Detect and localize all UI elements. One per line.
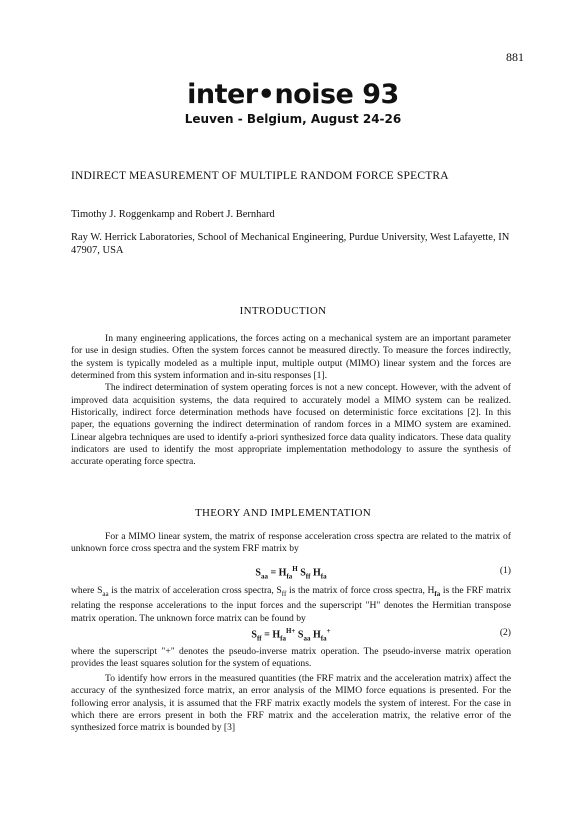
equation-1-explanation: where $S_{aa}$ is the matrix of acceleration cross spectra, $S_{ff}$ is the matrix of force cross spectra, $H_{fa}$ is the FRF matrix relating the response accelerations to the input forces and the superscript "H" denotes the Hermitian transpose matrix operation. The unknown force matrix can be found by [71, 585, 511, 624]
equation-1-number: (1) [499, 565, 511, 576]
equation-2 [71, 627, 511, 641]
eq1-text-d: is the FRF matrix relating the response accelerations to the input forces and the superscript "H" denotes the Hermitian transpose matrix operation. The unknown force matrix can be found by [71, 585, 511, 624]
equation-1 [71, 565, 511, 579]
equation-2-number: (2) [499, 627, 511, 638]
theory-heading: THEORY AND IMPLEMENTATION [194, 507, 372, 519]
error-analysis-text: To identify how errors in the measured quantities (the FRF matrix and the acceleration matrix) affect the accuracy of the synthesized force matrix, an error analysis of the MIMO force equations is presented. For the following error analysis, it is assumed that the FRF matrix exactly models the system of interest. For the case in which there are errors present in both the FRF matrix and the acceleration matrix, the relative error of the synthesized force matrix is bounded by [3] [71, 673, 511, 734]
conference-location: Leuven - Belgium, August 24-26 [184, 112, 402, 126]
eq1-text-c: is the matrix of force cross spectra, H [286, 585, 435, 596]
theory-paragraph-1 [71, 531, 511, 556]
error-analysis-paragraph [71, 673, 511, 735]
page-number: 881 [506, 50, 524, 64]
eq2-text: where the superscript "+" denotes the pseudo-inverse matrix operation. The pseudo-inverse matrix operation provides the least squares solution for the system of equations. [71, 646, 511, 670]
introduction-body [71, 333, 511, 469]
equation-1-formula: $S_{aa} = H_{fa}^H$ $S_{ff}$ $H_{fa}$ [255, 565, 327, 581]
intro-paragraph-1: In many engineering applications, the forces acting on a mechanical system are an important parameter for use in design studies. Often the system forces cannot be measured directly. To measure the forces indirectly, the system is typically modeled as a multiple input, multiple output (MIMO) linear system and the forces are determined from this system information and in-situ responses [1]. [71, 333, 511, 382]
eq1-text-a: where S [71, 585, 103, 596]
equation-2-explanation [71, 646, 511, 671]
introduction-heading: INTRODUCTION [239, 305, 327, 317]
theory-text: For a MIMO linear system, the matrix of response acceleration cross spectra are related to the matrix of unknown force cross spectra and the system FRF matrix by [71, 531, 511, 555]
paper-title: INDIRECT MEASUREMENT OF MULTIPLE RANDOM FORCE SPECTRA [71, 170, 449, 182]
equation-2-formula: $S_{ff} = H_{fa}^{H+}$ $S_{aa}$ $H_{fa}^+$ [251, 627, 331, 643]
eq1-text-b: is the matrix of acceleration cross spectra, S [108, 585, 282, 596]
intro-paragraph-2: The indirect determination of system operating forces is not a new concept. However, with the advent of improved data acquisition systems, the data required to accurately model a MIMO system can be realized. Historically, indirect force determination methods have focused on deterministic force excitations [2]. In this paper, the equations governing the indirect determination of random forces in a MIMO system are examined. Linear algebra techniques are used to identify a-priori synthesized force data quality indicators. These data quality indicators are used to identify the most appropriate implementation methodology to assure the synthesis of accurate operating force spectra. [71, 382, 511, 468]
conference-logo: inter•noise 93 [187, 79, 399, 110]
affiliation: Ray W. Herrick Laboratories, School of Mechanical Engineering, Purdue University, West Lafayette, IN 47907, USA [71, 232, 510, 256]
authors: Timothy J. Roggenkamp and Robert J. Bernhard [71, 209, 275, 220]
